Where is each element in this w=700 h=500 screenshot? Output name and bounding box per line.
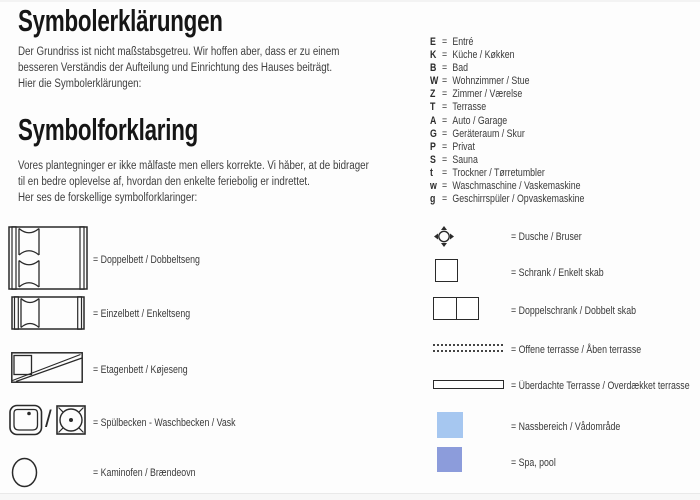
abbreviation-value: Auto / Garage [452, 114, 508, 127]
abbreviation-letter: P [430, 140, 436, 153]
wet-area-icon [437, 412, 463, 438]
paragraph-line: til en bedre oplevelse af, hvordan den enkelte feriebolig er indrettet. [18, 175, 310, 188]
abbreviation-letter: B [430, 62, 437, 75]
abbreviation-value: Bad [452, 62, 469, 75]
legend-item-label: = Dusche / Bruser [511, 231, 582, 243]
abbreviation-letter: W [430, 75, 439, 88]
equals-sign: = [442, 49, 448, 62]
abbreviation-letter: K [430, 49, 437, 62]
equals-sign: = [442, 88, 448, 101]
equals-sign: = [442, 101, 448, 114]
cabinet-divider [456, 298, 457, 319]
abbreviation-row [430, 128, 584, 141]
abbreviation-value: Entré [452, 36, 474, 48]
abbreviation-value: Terrasse [452, 101, 487, 114]
abbreviation-value: Wohnzimmer / Stue [452, 75, 530, 88]
german-section-title: Symbolerklärungen [18, 3, 223, 38]
legend-item-label: = Spa, pool [511, 457, 556, 469]
page-bottom-edge [0, 493, 700, 500]
covered-terrace-icon [433, 380, 504, 389]
danish-section-title: Symbolforklaring [18, 112, 199, 147]
equals-sign: = [442, 62, 448, 75]
legend-item-label: = Überdachte Terrasse / Overdækket terrasse [511, 380, 690, 392]
abbreviation-letter: Z [430, 88, 436, 101]
equals-sign: = [442, 153, 448, 166]
paragraph-line: Vores plantegninger er ikke målfaste men ellers korrekte. Vi håber, at de bidrager [18, 160, 369, 172]
legend-item-label: = Einzelbett / Enkeltseng [93, 308, 191, 320]
legend-item-label: = Doppelschrank / Dobbelt skab [511, 305, 636, 317]
legend-item-label: = Etagenbett / Køjeseng [93, 364, 188, 376]
abbreviation-row [430, 141, 584, 154]
abbreviation-row [430, 193, 584, 206]
abbreviation-row [430, 36, 584, 49]
spa-pool-icon [437, 447, 462, 472]
abbreviation-value: Geräteraum / Skur [452, 127, 525, 140]
abbreviation-value: Küche / Køkken [452, 49, 515, 62]
kitchen-sink-icon [9, 404, 43, 436]
abbreviation-value: Sauna [452, 153, 478, 166]
paragraph-line: Hier die Symbolerklärungen: [18, 77, 142, 90]
abbreviation-letter: w [430, 180, 437, 193]
equals-sign: = [442, 166, 448, 179]
abbreviation-row [430, 101, 584, 114]
abbreviation-value: Privat [452, 140, 475, 153]
abbreviation-value: Geschirrspüler / Opvaskemaskine [452, 193, 585, 206]
double-bed-icon [8, 226, 88, 290]
abbreviation-letter: T [430, 101, 436, 114]
paragraph-line: Der Grundriss ist nicht maßstabsgetreu. Wir hoffen aber, dass er zu einem [18, 46, 340, 58]
abbreviation-value: Waschmaschine / Vaskemaskine [452, 180, 581, 193]
equals-sign: = [442, 140, 448, 153]
abbreviation-letter: E [430, 36, 436, 48]
german-intro-paragraph [18, 45, 339, 92]
double-cabinet-icon [433, 297, 479, 320]
abbreviation-row [430, 88, 584, 101]
shower-icon [434, 226, 454, 247]
legend-item-label: = Doppelbett / Dobbeltseng [93, 254, 200, 266]
abbreviation-row [430, 167, 584, 180]
slash-separator: / [45, 406, 52, 433]
paragraph-line: besseren Verständis der Aufteilung und Einrichtung des Hauses beiträgt. [18, 61, 333, 74]
legend-item-label: = Nassbereich / Vådområde [511, 421, 621, 433]
wood-stove-icon [11, 457, 39, 488]
abbreviation-letter: g [430, 193, 436, 206]
equals-sign: = [442, 75, 448, 88]
legend-item-label: = Offene terrasse / Åben terrasse [511, 344, 642, 356]
abbreviation-row [430, 49, 584, 62]
paragraph-line: Her ses de forskellige symbolforklaringer: [18, 191, 198, 204]
single-bed-icon [11, 296, 85, 330]
equals-sign: = [442, 193, 448, 206]
abbreviation-row [430, 75, 584, 88]
abbreviation-letter: G [430, 127, 437, 140]
equals-sign: = [442, 180, 448, 193]
equals-sign: = [442, 127, 448, 140]
abbreviation-row [430, 180, 584, 193]
danish-intro-paragraph [18, 159, 369, 206]
single-cabinet-icon [435, 259, 458, 282]
abbreviation-value: Zimmer / Værelse [452, 88, 523, 101]
abbreviation-letter: S [430, 153, 436, 166]
bunk-bed-icon [11, 352, 83, 383]
legend-item-label: = Kaminofen / Brændeovn [93, 467, 196, 479]
equals-sign: = [442, 36, 448, 48]
legend-item-label: = Schrank / Enkelt skab [511, 267, 604, 279]
abbreviation-letter: A [430, 114, 437, 127]
abbreviation-letter: t [430, 166, 433, 179]
open-terrace-icon [433, 344, 503, 352]
abbreviation-list [430, 36, 584, 206]
wash-basin-icon [56, 405, 86, 435]
abbreviation-row [430, 154, 584, 167]
equals-sign: = [442, 114, 448, 127]
legend-item-label: = Spülbecken - Waschbecken / Vask [93, 417, 236, 429]
abbreviation-row [430, 115, 584, 128]
abbreviation-row [430, 62, 584, 75]
abbreviation-value: Trockner / Tørretumbler [452, 166, 545, 179]
